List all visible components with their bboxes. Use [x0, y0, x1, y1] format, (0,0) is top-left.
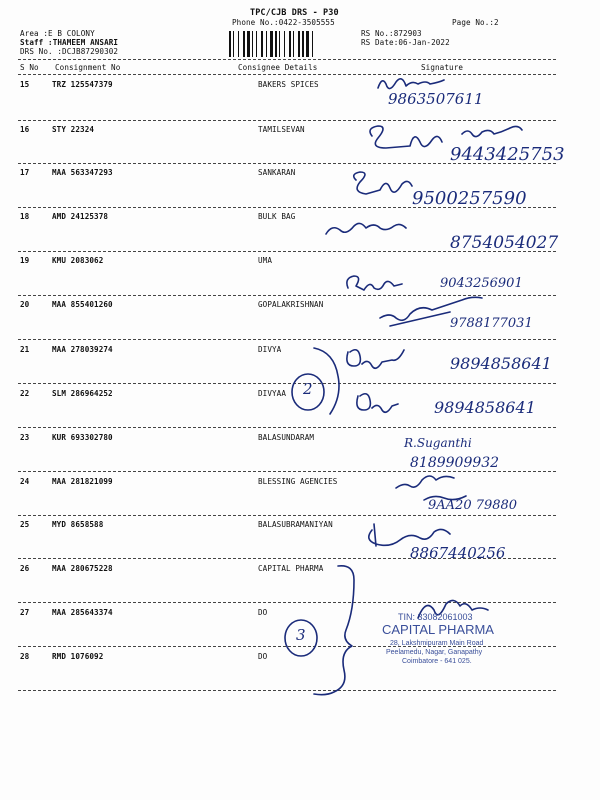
row-sno: 20: [20, 300, 30, 309]
handwritten-phone-row-23: 8189909932: [410, 455, 500, 471]
handwritten-phone-row-21: 9894858641: [450, 354, 552, 373]
rs-number: RS No.:872903: [361, 29, 422, 38]
row-consignee: BULK BAG: [258, 212, 296, 221]
page-number: Page No.:2: [452, 18, 499, 27]
bracket-mark-21-22: [314, 348, 339, 414]
drs-number: DRS No. :DCJB87290302: [20, 47, 119, 56]
signature-row-25: [369, 524, 450, 546]
row-sno: 28: [20, 652, 30, 661]
handwritten-phone-row-19: 9043256901: [440, 276, 523, 291]
row-sno: 27: [20, 608, 30, 617]
row-consignee: DIVYA: [258, 345, 282, 354]
row-consignment: SLM 286964252: [52, 389, 113, 398]
stamp-tin: TIN: 33082061003: [398, 612, 473, 622]
row-consignee: BALASUNDARAM: [258, 433, 315, 442]
row-consignment: KUR 693302780: [52, 433, 113, 442]
row-consignee: DO: [258, 652, 268, 661]
row-sno: 23: [20, 433, 30, 442]
phone-number: Phone No.:0422-3505555: [232, 18, 335, 27]
row-consignee: UMA: [258, 256, 273, 265]
row-consignment: RMD 1076092: [52, 652, 104, 661]
rs-date: RS Date:06-Jan-2022: [361, 38, 450, 47]
row-sno: 26: [20, 564, 30, 573]
handwritten-phone-row-16: 9443425753: [450, 144, 565, 165]
document-title: TPC/CJB DRS - P30: [250, 8, 339, 18]
row-consignment: MAA 281821099: [52, 477, 113, 486]
stamp-address-line-1: 28, Lakshmipuram Main Road: [390, 640, 484, 647]
row-sno: 19: [20, 256, 30, 265]
signature-row-24: [396, 476, 466, 500]
signature-row-16b: [462, 126, 522, 136]
handwritten-phone-row-22: 9894858641: [434, 398, 536, 417]
area-label: Area :E B COLONY: [20, 29, 95, 38]
row-consignee: DIVYAA: [258, 389, 287, 398]
circled-two-label: 2: [303, 380, 313, 398]
row-consignee: BLESSING AGENCIES: [258, 477, 338, 486]
col-signature: Signature: [421, 63, 464, 72]
signature-row-19: [347, 276, 402, 290]
stamp-address-line-2: Peelamedu, Nagar, Ganapathy: [386, 649, 483, 656]
row-sno: 25: [20, 520, 30, 529]
row-consignment: MAA 280675228: [52, 564, 113, 573]
row-consignee: CAPITAL PHARMA: [258, 564, 324, 573]
row-consignment: MAA 563347293: [52, 168, 113, 177]
handwritten-phone-row-15: 9863507611: [388, 90, 484, 108]
row-sno: 18: [20, 212, 30, 221]
signature-row-16: [370, 126, 442, 148]
row-sno: 22: [20, 389, 30, 398]
col-consignee: Consignee Details: [238, 63, 318, 72]
signature-row-22: [357, 394, 398, 413]
staff-label: Staff :THAMEEM ANSARI: [20, 38, 119, 47]
row-consignee: BALASUBRAMANIYAN: [258, 520, 333, 529]
row-sno: 16: [20, 125, 30, 134]
row-consignee: BAKERS SPICES: [258, 80, 319, 89]
col-consignment: Consignment No: [55, 63, 121, 72]
row-sno: 17: [20, 168, 30, 177]
col-sno: S No: [20, 63, 39, 72]
signature-row-21: [347, 350, 404, 369]
circled-three-label: 3: [296, 626, 306, 644]
row-consignment: MAA 278039274: [52, 345, 113, 354]
row-consignment: TRZ 125547379: [52, 80, 113, 89]
row-consignment: AMD 24125378: [52, 212, 109, 221]
row-consignment: STY 22324: [52, 125, 95, 134]
handwritten-phone-row-24: 9AA20 79880: [428, 498, 518, 513]
row-consignment: MAA 285643374: [52, 608, 113, 617]
handwritten-name-row-23: R.Suganthi: [404, 436, 472, 450]
row-consignee: TAMILSEVAN: [258, 125, 305, 134]
row-consignee: GOPALAKRISHNAN: [258, 300, 324, 309]
handwritten-phone-row-18: 8754054027: [450, 233, 559, 253]
row-sno: 15: [20, 80, 30, 89]
signature-row-18: [326, 223, 406, 234]
row-consignee: DO: [258, 608, 268, 617]
row-consignment: MAA 855401260: [52, 300, 113, 309]
row-sno: 21: [20, 345, 30, 354]
row-consignee: SANKARAN: [258, 168, 296, 177]
handwritten-phone-row-20: 9788177031: [450, 316, 533, 331]
handwritten-phone-row-17: 9500257590: [412, 188, 527, 209]
signature-row-17: [354, 172, 412, 194]
row-sno: 24: [20, 477, 30, 486]
handwritten-phone-row-25: 8867440256: [410, 544, 506, 562]
brace-mark-26-28: [314, 566, 354, 695]
stamp-company-name: CAPITAL PHARMA: [382, 622, 494, 637]
row-consignment: KMU 2083062: [52, 256, 104, 265]
stamp-address-line-3: Coimbatore - 641 025.: [402, 658, 472, 665]
signature-row-15: [378, 79, 444, 89]
row-consignment: MYD 8658588: [52, 520, 104, 529]
